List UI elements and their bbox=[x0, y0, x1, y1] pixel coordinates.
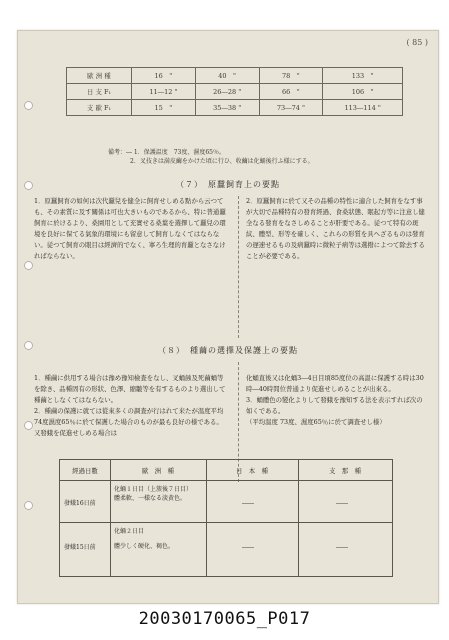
column-header: 經過日數 bbox=[60, 460, 110, 481]
image-caption: 20030170065_P017 bbox=[138, 609, 311, 629]
section-7-left-column bbox=[34, 196, 228, 262]
section-8-right-column bbox=[246, 362, 426, 439]
table-row bbox=[67, 68, 403, 84]
japan-cell: ―― bbox=[242, 544, 254, 551]
row-label: 歐 洲 種 bbox=[67, 68, 132, 84]
paragraph: 2．原蠶飼育に於て又その品種の特性に適合した飼育をなす事が大切で品種特有の發育經過、食桑狀態、眠起方等に注意し健全なる發育をなさしめることが肝要である。従つて特有の斑紋、體型、形等を確しく、これらの形質を具へざるものは發育の遅速せるもの及病蠶時に微粒子病等は選撥によつて除去することが必要である。 bbox=[246, 197, 425, 260]
table-row bbox=[67, 100, 403, 116]
column-divider bbox=[238, 196, 239, 338]
section-7-right-column bbox=[246, 196, 426, 262]
cell-line: 化蛹１日目（上簇後７日目） bbox=[114, 486, 193, 493]
section-8-left-column bbox=[34, 362, 228, 450]
cell-line: 體柔軟、一様なる淡黄色。 bbox=[114, 494, 187, 502]
europe-cell bbox=[114, 528, 204, 551]
column-header: 日 本 種 bbox=[206, 460, 298, 481]
table-row bbox=[67, 84, 403, 100]
paragraph: 1．原蠶飼育の如何は次代蠶兒を健全に飼育せしめる點から云つても、その素質に及す關係は可也大きいものであるから、特に普通蠶飼育に於けるより、桑園用として充實せる桑葉を選擇して蠶兒の環境を良好に保てる氣象的環境にも留意して飼育しなくてはならない。従つて飼育の眼目は經濟的でなく、寧ろ生理的育蠶となさなければならない。 bbox=[34, 197, 226, 260]
section-8-heading: （８） 種繭の選擇及保護上の要點 bbox=[158, 346, 298, 355]
china-cell: ―― bbox=[336, 544, 348, 551]
table-cell: 40 " bbox=[195, 68, 259, 84]
table-cell: 78 " bbox=[259, 68, 323, 84]
column-header: 歐 洲 種 bbox=[110, 460, 206, 481]
column-header: 支 那 種 bbox=[298, 460, 392, 481]
note-line: 備考：― 1．保護温度 73度、濕度65％。 bbox=[108, 149, 225, 156]
table-cell: 16 " bbox=[132, 68, 196, 84]
table-cell: 133 " bbox=[323, 68, 403, 84]
cell-line: 體少しく硬化、褐色。 bbox=[114, 542, 175, 550]
paragraph: 1．種繭に供用する場合は豫め豫知檢査をなし、叉蛹蝕及死繭蛹等を除き、品種固有の形狀、色澤、縮皺等を有するものより選出して種繭としなくてはならない。 2．種繭の保護に就ては從來多くの調査が行はれて来たが温度平均74度濕度65％に於て保護した場合のものが最も良好の様である。又發蛾を促進せしめる場合は bbox=[34, 374, 226, 437]
table-cell: 26―28 " bbox=[195, 84, 259, 100]
europe-cell bbox=[114, 486, 204, 503]
japan-cell: ―― bbox=[242, 500, 254, 507]
note-line: 2．叉技きは満皮繭をかけた頃に行ひ、收繭は化蛹後行ふ様にする。 bbox=[130, 158, 314, 165]
cell-line: 化蛹２日目 bbox=[114, 528, 145, 535]
table-cell: 66 " bbox=[259, 84, 323, 100]
section-7-heading: （７） 原蠶飼育上の要點 bbox=[176, 180, 280, 189]
table-cell: 73―74 " bbox=[259, 100, 323, 116]
pupa-color-table bbox=[59, 459, 393, 577]
table-cell: 35―38 " bbox=[195, 100, 259, 116]
table-cell: 15 " bbox=[132, 100, 196, 116]
china-cell: ―― bbox=[336, 500, 348, 507]
row-label: 發蛾15日前 bbox=[64, 544, 96, 551]
continued-data-table bbox=[66, 67, 403, 116]
table-notes bbox=[108, 148, 314, 166]
table-cell: 113―114 " bbox=[323, 100, 403, 116]
row-label: 發蛾16日前 bbox=[64, 500, 96, 507]
row-label: 日 支 F₁ bbox=[67, 84, 132, 100]
paragraph: 化蛹直後又は化蛹3―4日目頃85度位の高温に保護する時は30時―40時間位普通より促進せしめることが出來る。 3．蛹體色の變化よりして發蛾を豫知する法を表示すれば次の如くである。 （平均温度 73度、濕度65％に於て調査せし様） bbox=[246, 374, 424, 426]
page-number: ( 85 ) bbox=[406, 38, 428, 47]
document-page bbox=[17, 30, 439, 604]
table-cell: 106 " bbox=[323, 84, 403, 100]
row-label: 支 歐 F₁ bbox=[67, 100, 132, 116]
table-cell: 11―12 " bbox=[132, 84, 196, 100]
